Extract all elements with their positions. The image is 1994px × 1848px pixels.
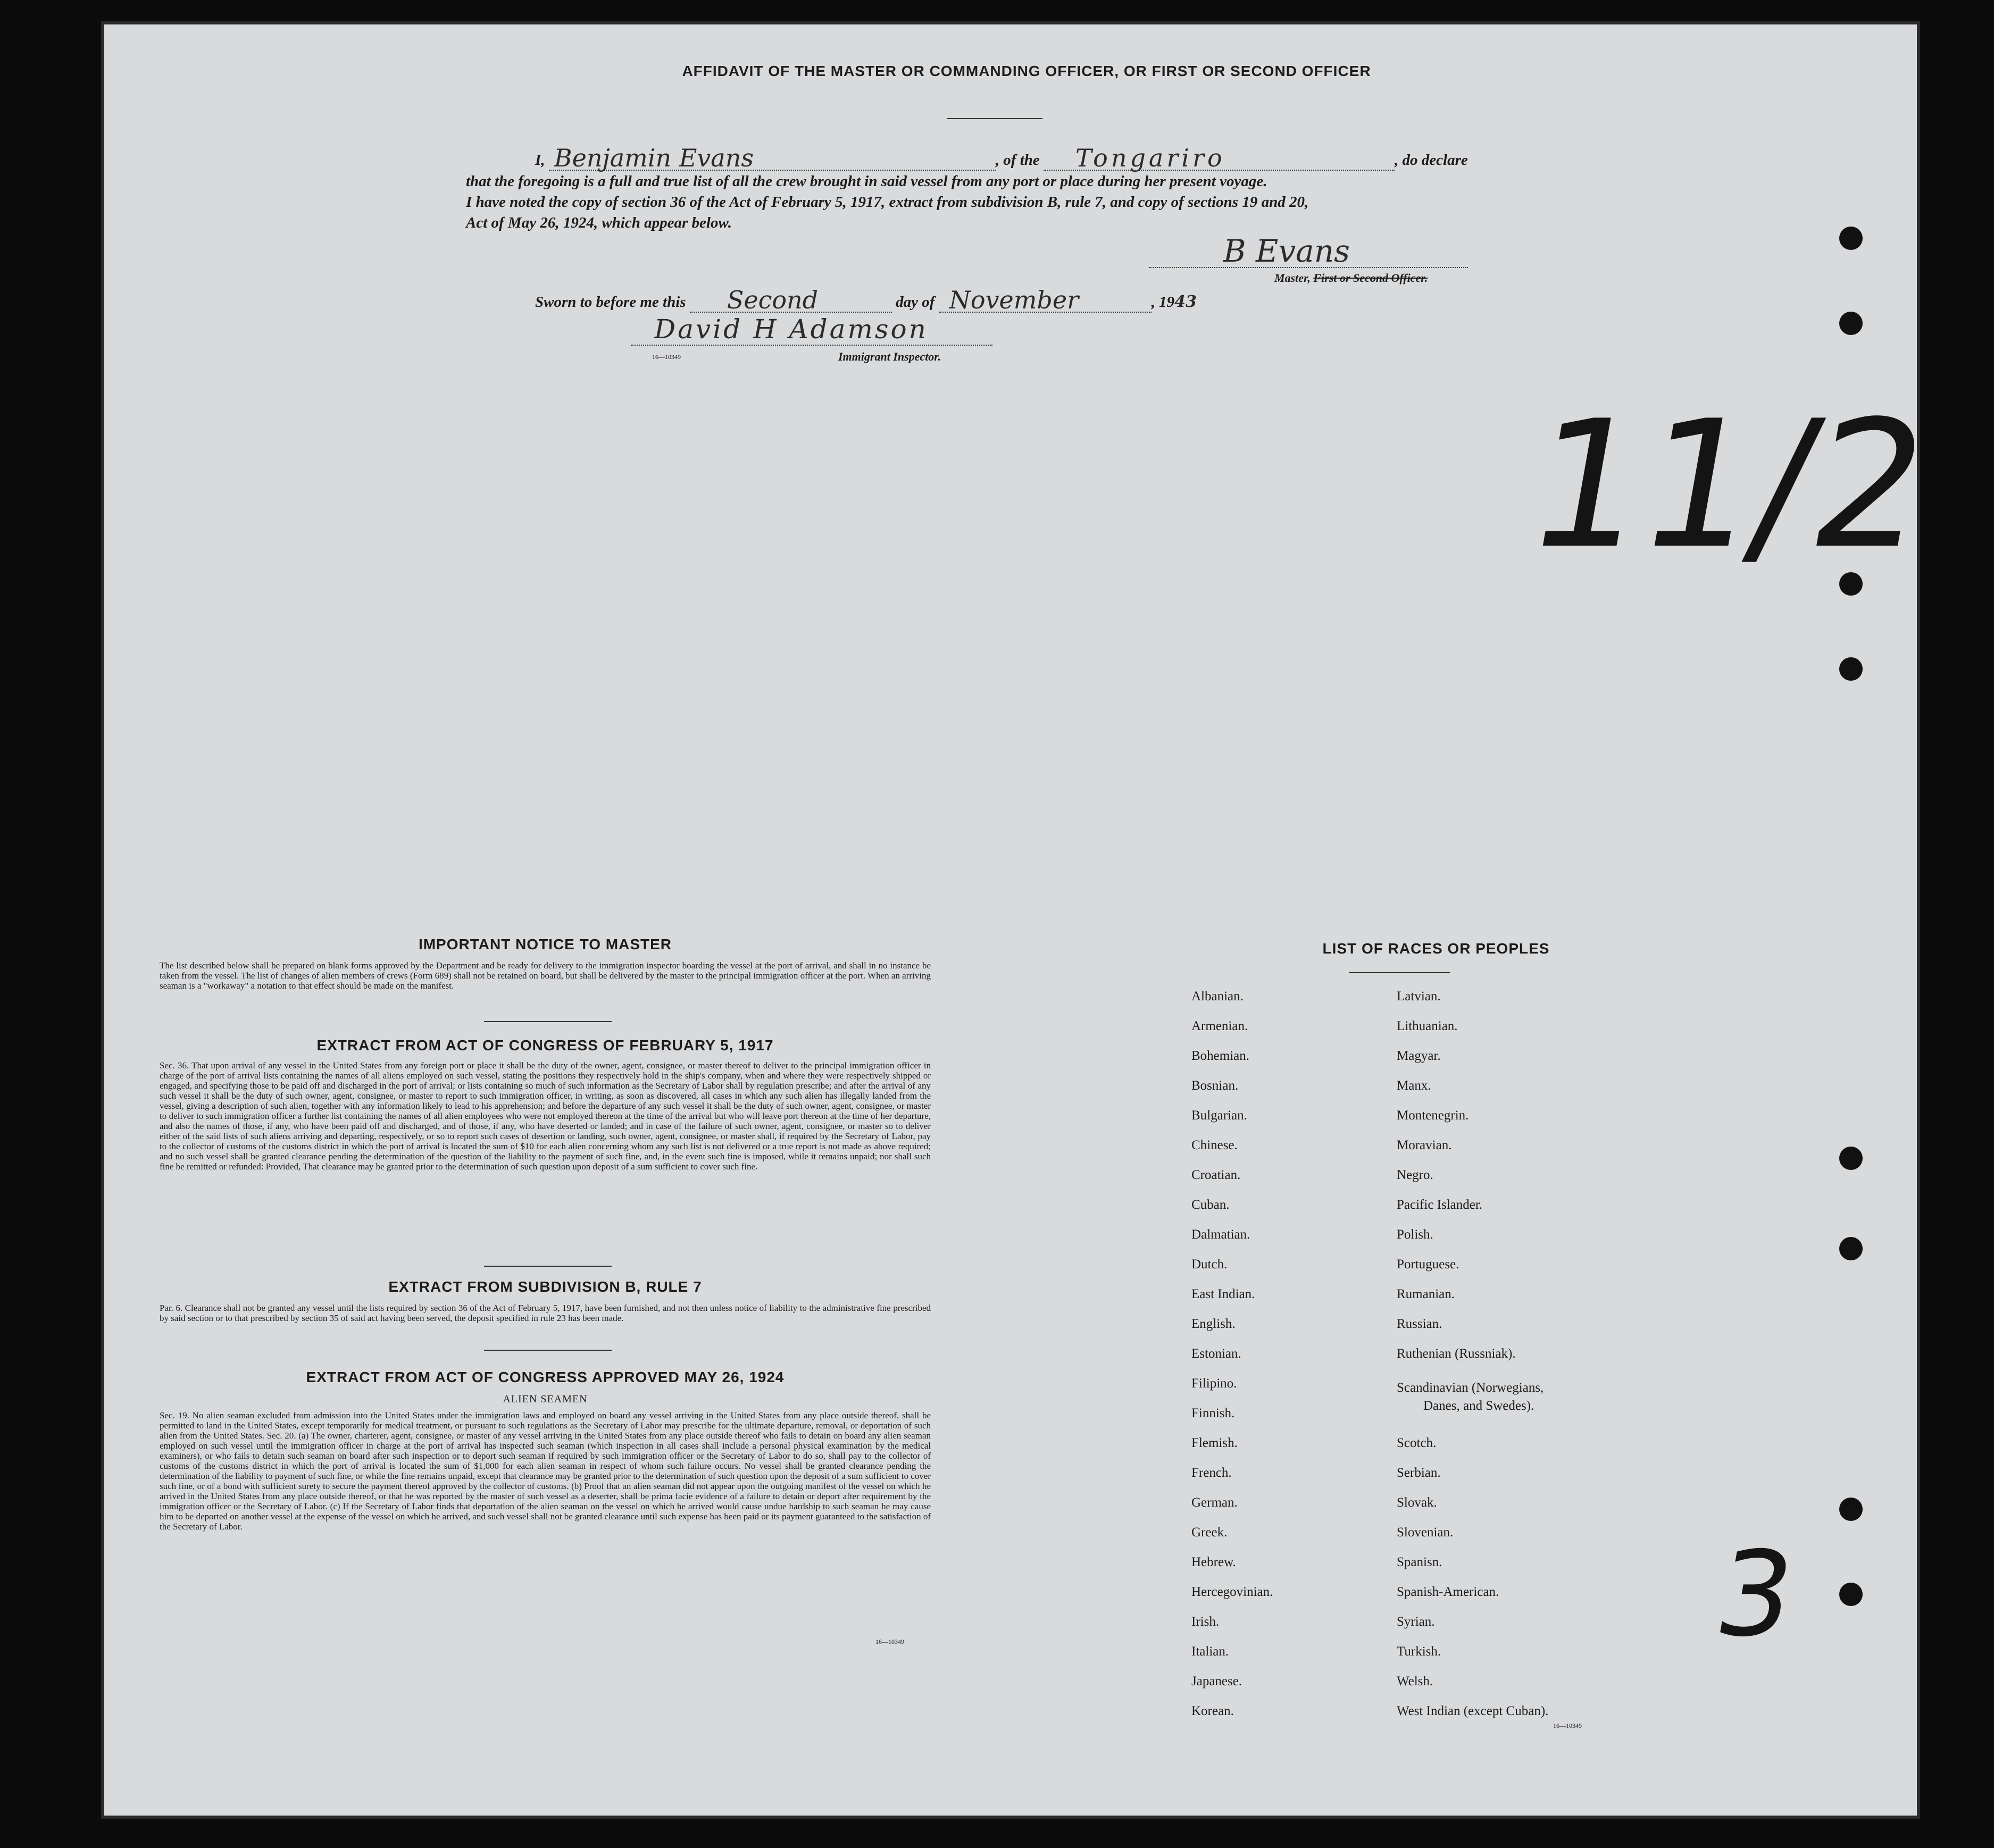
race-item-right: Moravian. [1397, 1138, 1452, 1152]
race-item-left: Bosnian. [1191, 1078, 1239, 1093]
race-item-left: East Indian. [1191, 1287, 1255, 1301]
race-item-right: Syrian. [1397, 1615, 1435, 1629]
sworn-day: Second [727, 286, 819, 314]
punch-hole [1839, 1583, 1863, 1606]
extract2-text: Par. 6. Clearance shall not be granted any vessel until the lists required by section 36 of the Act of February 5, 1917, have been furnished, and not then unless notice of liability to the administrative fine prescribed by said section or to that prescribed by section 35 of said act having been served, the deposit specified in rule 23 has been made. [160, 1303, 931, 1323]
title-divider [947, 118, 1042, 119]
inspector-signature: David H Adamson [654, 314, 928, 345]
race-item-left: Chinese. [1191, 1138, 1238, 1152]
races-divider [1349, 972, 1450, 973]
signature-line [1149, 267, 1468, 268]
page-number-mark: 3 [1706, 1526, 1805, 1662]
race-item-left: Filipino. [1191, 1376, 1237, 1391]
race-item-right: Ruthenian (Russniak). [1397, 1347, 1516, 1361]
punch-hole [1839, 1498, 1863, 1521]
race-item-left: Flemish. [1191, 1436, 1238, 1450]
race-item-right: Rumanian. [1397, 1287, 1455, 1301]
sworn-month-field [939, 286, 1152, 314]
affidavit-form-number: 16—10349 [652, 353, 681, 361]
race-item-right: Magyar. [1397, 1049, 1441, 1063]
race-item-left: Croatian. [1191, 1168, 1241, 1182]
master-role-label: Master, First or Second Officer. [1274, 271, 1428, 285]
race-item-right: Spanish-American. [1397, 1585, 1499, 1599]
punch-hole [1839, 312, 1863, 335]
race-item-right: Polish. [1397, 1227, 1433, 1242]
race-item-right: Pacific Islander. [1397, 1198, 1483, 1212]
race-item-left: French. [1191, 1466, 1232, 1480]
race-item-right: Slovenian. [1397, 1525, 1454, 1540]
sworn-year: 43 [1174, 292, 1197, 311]
affidavit-title: AFFIDAVIT OF THE MASTER OR COMMANDING OFFICER, OR FIRST OR SECOND OFFICER [682, 63, 1371, 79]
master-name-field [549, 144, 996, 172]
race-item-right: Serbian. [1397, 1466, 1441, 1480]
extract3-title: EXTRACT FROM ACT OF CONGRESS APPROVED MAY 26, 1924 [306, 1369, 785, 1385]
race-item-right: Manx. [1397, 1078, 1431, 1093]
races-title: LIST OF RACES OR PEOPLES [1322, 940, 1550, 957]
affidavit-line-4: Act of May 26, 1924, which appear below. [466, 214, 732, 231]
race-item-left: Cuban. [1191, 1198, 1230, 1212]
extract1-text: Sec. 36. That upon arrival of any vessel in the United States from any foreign port or place it shall be the duty of the owner, agent, consignee, or master thereof to deliver to the principal immigration officer in charge of the port of arrival lists containing the names of all aliens employed on such vessel, stating the positions they respectively hold in the ship's company, when and where they were respectively shipped or engaged, and specifying those to be paid off and discharged in the port of arrival; or lists containing so much of such information as the Secretary of Labor shall by regulation prescribe; and after the arrival of any such vessel it shall be the duty of such owner, agent, consignee, or master to report to such immigration officer, in writing, as soon as discovered, all cases in which any such alien has illegally landed from the vessel, giving a description of such alien, together with any information likely to lead to his apprehension; and before the departure of any such vessel it shall be the duty of such owner, agent, consignee, or master to deliver to such immigration officer a further list containing the names of all alien employees who were not employed thereon at the time of the arrival but who will leave port thereon at the time of her departure, and also the names of those, if any, who have been paid off and discharged, and of those, if any, who have deserted or landed; and in case of the failure of such owner, agent, consignee, or master so to deliver either of the said lists of such aliens arriving and departing, respectively, or so to report such cases of desertion or landing, such owner, agent, consignee, or master shall, if required by the Secretary of Labor, pay to the collector of customs of the customs district in which the port of arrival is located the sum of $10 for each alien concerning whom any such list is not delivered or a true report is not made as above required; and no such vessel shall be granted clearance pending the determination of the question of the liability to the payment of such fine, and, in the event such fine is imposed, while it remains unpaid; nor shall such fine be remitted or refunded: Provided, That clearance may be granted prior to the determination of such question upon deposit of a sum sufficient to cover such fine. [160, 1060, 931, 1172]
race-item-right: Turkish. [1397, 1644, 1441, 1659]
race-item-right: West Indian (except Cuban). [1397, 1704, 1549, 1718]
race-item-right: Danes, and Swedes). [1423, 1399, 1534, 1413]
race-item-left: Hercegovinian. [1191, 1585, 1273, 1599]
master-name: Benjamin Evans [554, 144, 754, 172]
punch-hole [1839, 1147, 1863, 1170]
race-item-left: Estonian. [1191, 1347, 1241, 1361]
punch-hole [1839, 227, 1863, 250]
extract2-title: EXTRACT FROM SUBDIVISION B, RULE 7 [388, 1278, 702, 1295]
punch-hole [1839, 657, 1863, 681]
notice-divider [484, 1021, 612, 1022]
notice-text: The list described below shall be prepared on blank forms approved by the Department and be ready for delivery to the immigration inspector boarding the vessel at the port of arrival, and shall in no instance be taken from the vessel. The list of changes of alien members of crews (Form 689) shall not be retained on board, but shall be delivered by the master to the principal immigration officer at the port. When an arriving seaman is a "workaway" a notation to that effect should be made on the manifest. [160, 960, 931, 991]
race-item-left: Greek. [1191, 1525, 1228, 1540]
race-item-left: Bulgarian. [1191, 1108, 1247, 1123]
master-signature: B Evans [1223, 233, 1350, 269]
race-item-left: German. [1191, 1495, 1238, 1510]
race-item-right: Slovak. [1397, 1495, 1437, 1510]
extract1-title: EXTRACT FROM ACT OF CONGRESS OF FEBRUARY 5, 1917 [316, 1037, 774, 1053]
extract2-divider [484, 1350, 612, 1351]
race-item-left: Armenian. [1191, 1019, 1248, 1033]
sworn-line: Sworn to before me this Second day of November , 1943 [535, 286, 1197, 314]
i-label: I, [535, 152, 545, 169]
of-the-label: , of the [995, 152, 1040, 169]
race-item-right: Scandinavian (Norwegians, [1397, 1381, 1544, 1395]
punch-hole [1839, 1237, 1863, 1260]
extract3-subtitle: ALIEN SEAMEN [503, 1393, 588, 1405]
inspector-line [631, 345, 992, 346]
race-item-right: Latvian. [1397, 989, 1441, 1004]
race-item-right: Russian. [1397, 1317, 1442, 1331]
sworn-month: November [949, 286, 1079, 314]
sworn-day-field [690, 286, 892, 314]
race-item-right: Negro. [1397, 1168, 1433, 1182]
race-item-right: Portuguese. [1397, 1257, 1459, 1272]
extract1-divider [484, 1266, 612, 1267]
extract3-text: Sec. 19. No alien seaman excluded from admission into the United States under the immigration laws and employed on board any vessel arriving in the United States from any place outside thereof, shall be permitted to land in the United States, except temporarily for medical treatment, or pursuant to such regulations as the Secretary of Labor may prescribe for the ultimate departure, removal, or deportation of such alien from the United States. Sec. 20. (a) The owner, charterer, agent, consignee, or master of any vessel arriving in the United States from any place outside thereof who fails to detain on board any alien seaman employed on such vessel until the immigration officer in charge at the port of arrival has inspected such seaman (which inspection in all cases shall include a personal physical examination by the medical examiners), or who fails to detain such seaman on board after such inspection or to deport such seaman if required by such immigration officer or the Secretary of Labor to do so, shall pay to the collector of customs of the customs district in which the port of arrival is located the sum of $1,000 for each alien seaman in respect of whom such failure occurs. No vessel shall be granted clearance pending the determination of the liability to payment of such fine, or while the fine remains unpaid, except that clearance may be granted prior to the determination of such question upon the deposit of a sum sufficient to cover such fine, or of a bond with sufficient surety to secure the payment thereof approved by the collector of customs. (b) Proof that an alien seaman did not appear upon the outgoing manifest of the vessel on which he arrived in the United States from any place outside thereof, or that he was reported by the master of such vessel as a deserter, shall be prima facie evidence of a failure to detain or deport after requirement by the immigration officer or the Secretary of Labor. (c) If the Secretary of Labor finds that deportation of the alien seaman on the vessel on which he arrived would cause undue hardship to such seaman he may cause him to be deported on another vessel at the expense of the vessel on which he arrived, and such vessel shall not be granted clearance until such expense has been paid or its payment guaranteed to the satisfaction of the Secretary of Labor. [160, 1410, 931, 1532]
race-item-left: Korean. [1191, 1704, 1234, 1718]
race-item-right: Welsh. [1397, 1674, 1433, 1688]
notice-title: IMPORTANT NOTICE TO MASTER [418, 936, 672, 952]
race-item-right: Montenegrin. [1397, 1108, 1469, 1123]
race-item-right: Scotch. [1397, 1436, 1437, 1450]
vessel-name-field [1044, 144, 1395, 172]
inspector-label: Immigrant Inspector. [838, 350, 941, 363]
affidavit-line-2: that the foregoing is a full and true list of all the crew brought in said vessel from any port or place during her present voyage. [466, 173, 1267, 190]
notice-form-number: 16—10349 [875, 1638, 904, 1645]
affidavit-line-1 [535, 144, 1492, 172]
race-item-right: Lithuanian. [1397, 1019, 1458, 1033]
vessel-name: Tongariro [1075, 144, 1225, 172]
race-item-left: Irish. [1191, 1615, 1220, 1629]
race-item-left: Hebrew. [1191, 1555, 1236, 1569]
race-item-left: Italian. [1191, 1644, 1229, 1659]
fraction-mark: 11/2 [1514, 383, 1944, 587]
race-item-left: English. [1191, 1317, 1236, 1331]
race-item-left: Finnish. [1191, 1406, 1235, 1420]
struck-officer-label: First or Second Officer. [1313, 271, 1428, 285]
race-item-left: Dutch. [1191, 1257, 1228, 1272]
do-declare-label: , do declare [1395, 152, 1468, 169]
race-item-left: Bohemian. [1191, 1049, 1250, 1063]
race-item-left: Albanian. [1191, 989, 1244, 1004]
race-item-left: Dalmatian. [1191, 1227, 1250, 1242]
races-form-number: 16—10349 [1553, 1722, 1582, 1729]
race-item-left: Japanese. [1191, 1674, 1242, 1688]
race-item-right: Spanisn. [1397, 1555, 1442, 1569]
affidavit-line-3: I have noted the copy of section 36 of the Act of February 5, 1917, extract from subdivision B, rule 7, and copy of sections 19 and 20, [466, 194, 1309, 211]
